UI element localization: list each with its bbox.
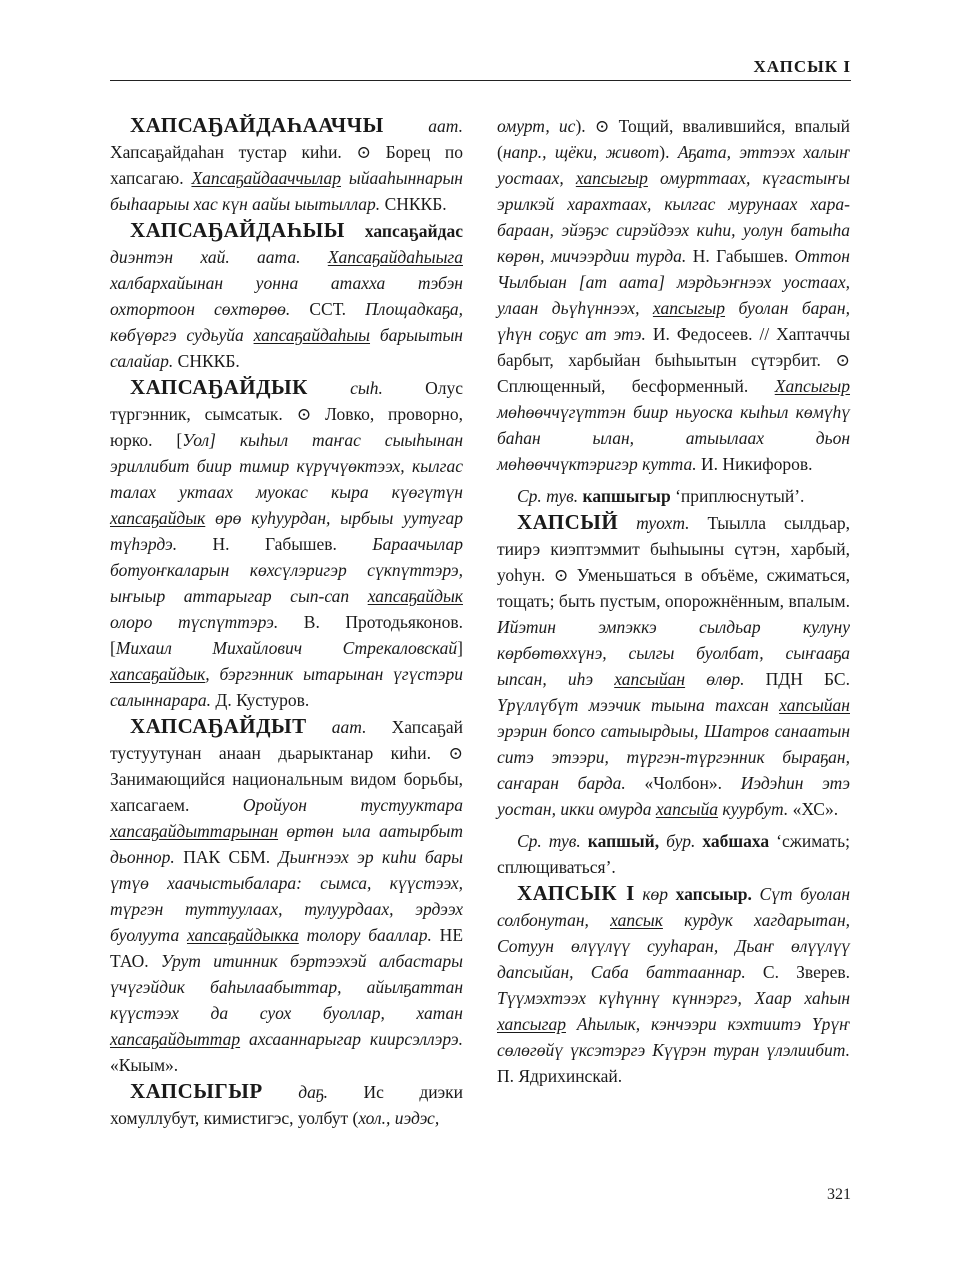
source: П. Ядрихинскай. (497, 1066, 623, 1086)
comparison-word: капшый, (580, 831, 660, 851)
part-of-speech: сыһ. (307, 378, 383, 398)
example-keyword: Хапсыгыр (774, 376, 850, 396)
example-text: эрэрин бопсо сатыырдыы, Шатров санаатын ситэ этээри, түргэн-түргэнник быраҕан, саҥаран барда. (497, 721, 850, 793)
page-number: 321 (827, 1186, 851, 1203)
source: СНККБ. (173, 351, 240, 371)
usage-note: напр., щёки, живот (502, 142, 660, 162)
definition: ). ⊙ Тощий, ввалившийся, впалый ( (497, 116, 851, 162)
example-text: Оттон Чылбыан [ (497, 246, 850, 292)
example-text: Уол (182, 430, 210, 450)
example-text: Үрүллүбүт мээчик тыына тахсан (497, 695, 780, 715)
entry-khapsagaidyt (110, 713, 463, 1078)
example-keyword: хапсыгар (497, 1014, 566, 1034)
example-keyword: хапсаҕайдык (110, 664, 206, 684)
definition: диэнтэн хай. аата. (110, 247, 328, 267)
example-text: , бэргэнник ытарынан үгүстэри салыннарара. (110, 664, 463, 710)
running-head: ХАПСЫК I (753, 57, 851, 76)
example-text: Бараачылар ботуоҥкаларын көхсүлэригэр сүкпүттэрэ, ыҥыыр аттарыгар сып-сап (110, 534, 463, 606)
example-keyword: хапсыйан (779, 695, 850, 715)
example-keyword: хапсаҕайдаһыы (253, 325, 371, 345)
source: В. Протодьяконов. [ (110, 612, 463, 658)
example-text: буолан баран, үһүн соҕус ат этэ. (497, 298, 850, 344)
right-column (497, 113, 850, 1089)
comparison-note (497, 483, 850, 509)
example-keyword: хапсаҕайдыкка (187, 925, 299, 945)
example-text: Ийэтин эмпэккэ сылдьар кулуну көрбөтөххүнэ, сылгы буолбат, сыҥааҕа ыпсан, иһэ (497, 617, 850, 689)
example-keyword: Хапсаҕайдаһыыга (327, 247, 463, 267)
example-keyword: хапсыйан (614, 669, 686, 689)
part-of-speech: аат. (306, 717, 367, 737)
definition: ). (659, 142, 678, 162)
gloss: ‘приплюснутый’. (670, 486, 805, 506)
source: С. Зверев. (745, 962, 850, 982)
source: СНККБ. (380, 194, 447, 214)
source: «ХС». (788, 799, 839, 819)
spacer (345, 221, 365, 241)
usage-note: омурт, ис (497, 116, 576, 136)
example-keyword: хапсаҕайдыттарынан (110, 821, 279, 841)
example-text: Иэдэһин этэ уостан, икки омурда (497, 773, 850, 819)
comparison-label: Ср. тув. (517, 486, 579, 506)
headword: ХАПСАҔАЙДЫК (130, 375, 308, 399)
left-column (110, 112, 463, 1131)
headword: ХАПСЫК I (517, 881, 635, 905)
example-text: мөһөөччүгүттэн биир ньуоска кыһыл көмүһү баһан ылан, атыылаах дьон мөһөөччүктэригэр кутта. (497, 402, 850, 474)
source: ПАК СБМ. (174, 847, 279, 867)
example-text: Аҕата, эттээх халыҥ уостаах, (497, 142, 850, 188)
entry-khapsyi (497, 509, 850, 822)
example-text: ат аата (585, 272, 659, 292)
comparison-word: хабшаха (695, 831, 770, 851)
example-text: өртөн ыла аатырбыт дьоннор. (110, 821, 463, 867)
example-keyword: хапсыгыр (652, 298, 726, 318)
example-text: ыйааһыннарын быһаарыы хас күн аайы ыытыллар. (110, 168, 463, 214)
entry-khapsagaidaaachchy (110, 112, 463, 217)
example-text: ] (457, 638, 463, 658)
example-text: куурбут. (718, 799, 789, 819)
example-text: олоро түспүттэрэ. (110, 612, 279, 632)
example-text: Түүмэхтээх күһүннү күннэргэ, Хаар хаһын (497, 988, 850, 1008)
comparison-label: бур. (659, 831, 696, 851)
definition: Хапсаҕайдаһан тустар киһи. ⊙ Борец по хапсагаю. (110, 142, 463, 188)
example-text: халбархайынан уонна атахха тэбэн охтортоон сөхтөрөө. (110, 273, 463, 319)
example-text: ахсааннарыгар киирсэллэрэ. (240, 1029, 463, 1049)
example-text: Аһылык, кэнчээри кэхтиитэ Үрүҥ сөлөгөйү үксэтэргэ Күүрэн туран үлэлиибит. (497, 1014, 850, 1060)
example-text: барыытын салайар. (110, 325, 463, 371)
example-keyword: хапсаҕайдыттар (110, 1029, 241, 1049)
source: ССТ. (290, 299, 366, 319)
example-text: Площадкаҕа, көбүөргэ судьуйа (110, 299, 463, 345)
source: Н. Габышев. (177, 534, 373, 554)
entry-khapsygyr (110, 1078, 463, 1131)
part-of-speech: даҕ. (262, 1082, 328, 1102)
subentry-word: хапсаҕайдас (364, 221, 463, 241)
example-text: Сүт буолан солбонутан, (497, 884, 851, 930)
source: ПДН БС. (744, 669, 850, 689)
example-keyword: хапсаҕайдык (110, 508, 206, 528)
headword: ХАПСАҔАЙДЫТ (130, 714, 307, 738)
example-text: Оройуон тустууктара (242, 795, 463, 815)
example-text: ] кыһыл таҥас сыыһынан эриллибит биир тимир күрүчүөктээх, кылгас талах уктаах муокас кыра күөгүтүн (110, 430, 463, 502)
example-text: ] мэрдьэҥнээх уостаах, улаан дьүһүннээх, (497, 272, 850, 318)
usage-note: хол., иэдэс, (358, 1108, 440, 1128)
entry-khapsagaidaaiyy (110, 217, 463, 374)
part-of-speech: көр (634, 884, 669, 904)
example-keyword: хапсыгыр (575, 168, 648, 188)
cross-reference: хапсыыр. (668, 884, 752, 904)
headword: ХАПСАҔАЙДАҺААЧЧЫ (130, 113, 384, 137)
source: «Кыым». (110, 1055, 179, 1075)
source: «Чолбон». (625, 773, 741, 793)
gloss: ‘сжимать; сплющиваться’. (497, 831, 850, 877)
part-of-speech: аат. (383, 116, 463, 136)
example-keyword: Хапсаҕайдааччылар (191, 168, 341, 188)
headword: ХАПСАҔАЙДАҺЫЫ (130, 218, 345, 242)
example-text: өлөр. (685, 669, 745, 689)
source: Д. Кустуров. (211, 690, 310, 710)
entry-khapsagaidyk (110, 374, 463, 713)
definition: Хапсаҕай тустуутунан анаан дьарыктанар киһи. ⊙ Занимающийся национальным видом борьбы, хапсагаем. (110, 717, 463, 815)
example-text: омурттаах, күгастыҥы эрилкэй харахтаах, кылгас мурунаах хара-бараан, эйэҕэс сирэйдээх киһи, уолун батыһа көрөн, мичээрдии турда. (497, 168, 851, 266)
entry-khapsyk-1 (497, 880, 850, 1089)
example-text: Михаил Михайлович Стрекаловскай (115, 638, 458, 658)
example-text: өрө куһуурдан, ырбыы уутугар түһэрдэ. (110, 508, 463, 554)
entry-khapsygyr-continued (497, 113, 850, 477)
definition: Тыылла сылдьар, тиирэ киэптэммит быһыыны сүтэн, харбый, уоһун. ⊙ Уменьшаться в объёме, сжиматься, тощать; быть пустым, опорожнённым, впалым. (497, 513, 850, 611)
header-rule (110, 80, 851, 81)
comparison-label: Ср. тув. (517, 831, 581, 851)
definition: Олус түргэнник, сымсатык. ⊙ Ловко, проворно, юрко. [ (110, 378, 463, 450)
headword: ХАПСЫГЫР (130, 1079, 263, 1103)
example-text: толору бааллар. (298, 925, 432, 945)
definition: // Хаптаччы барбыт, харбыйан быһыытын сүтэрбит. ⊙ Сплющенный, бесформенный. (497, 324, 850, 396)
comparison-note (497, 828, 850, 880)
example-keyword: хапсыйа (655, 799, 719, 819)
comparison-word: капшыгыр (578, 486, 671, 506)
example-keyword: хапсык (610, 910, 663, 930)
headword: ХАПСЫЙ (517, 510, 619, 534)
source: И. Никифоров. (696, 454, 813, 474)
source: Н. Габышев. (686, 246, 795, 266)
part-of-speech: туохт. (618, 513, 690, 533)
example-text: Урут итинник бэртээхэй албастары үчүгэйдик баһылаабыттар, айылҕаттан күүстээх да суох буоллар, хатан (110, 951, 463, 1023)
definition: Ис диэки хомуллубут, кимистигэс, уолбут ( (110, 1082, 463, 1128)
example-keyword: хапсаҕайдык (367, 586, 463, 606)
source: И. Федосеев. (645, 324, 753, 344)
source: НЕ ТАО. (110, 925, 464, 971)
example-text: Дьиҥнээх эр киһи бары үтүө хаачыстыбалара: сымса, күүстээх, түргэн туттуулаах, тулуурдаах, эрдээх буолуута (110, 847, 463, 945)
example-text: курдук хагдарытан, Сотуун өлүүлүү сууһаран, Дьаҥ өлүүлүү дапсыйан, Саба баттааннар. (497, 910, 851, 982)
